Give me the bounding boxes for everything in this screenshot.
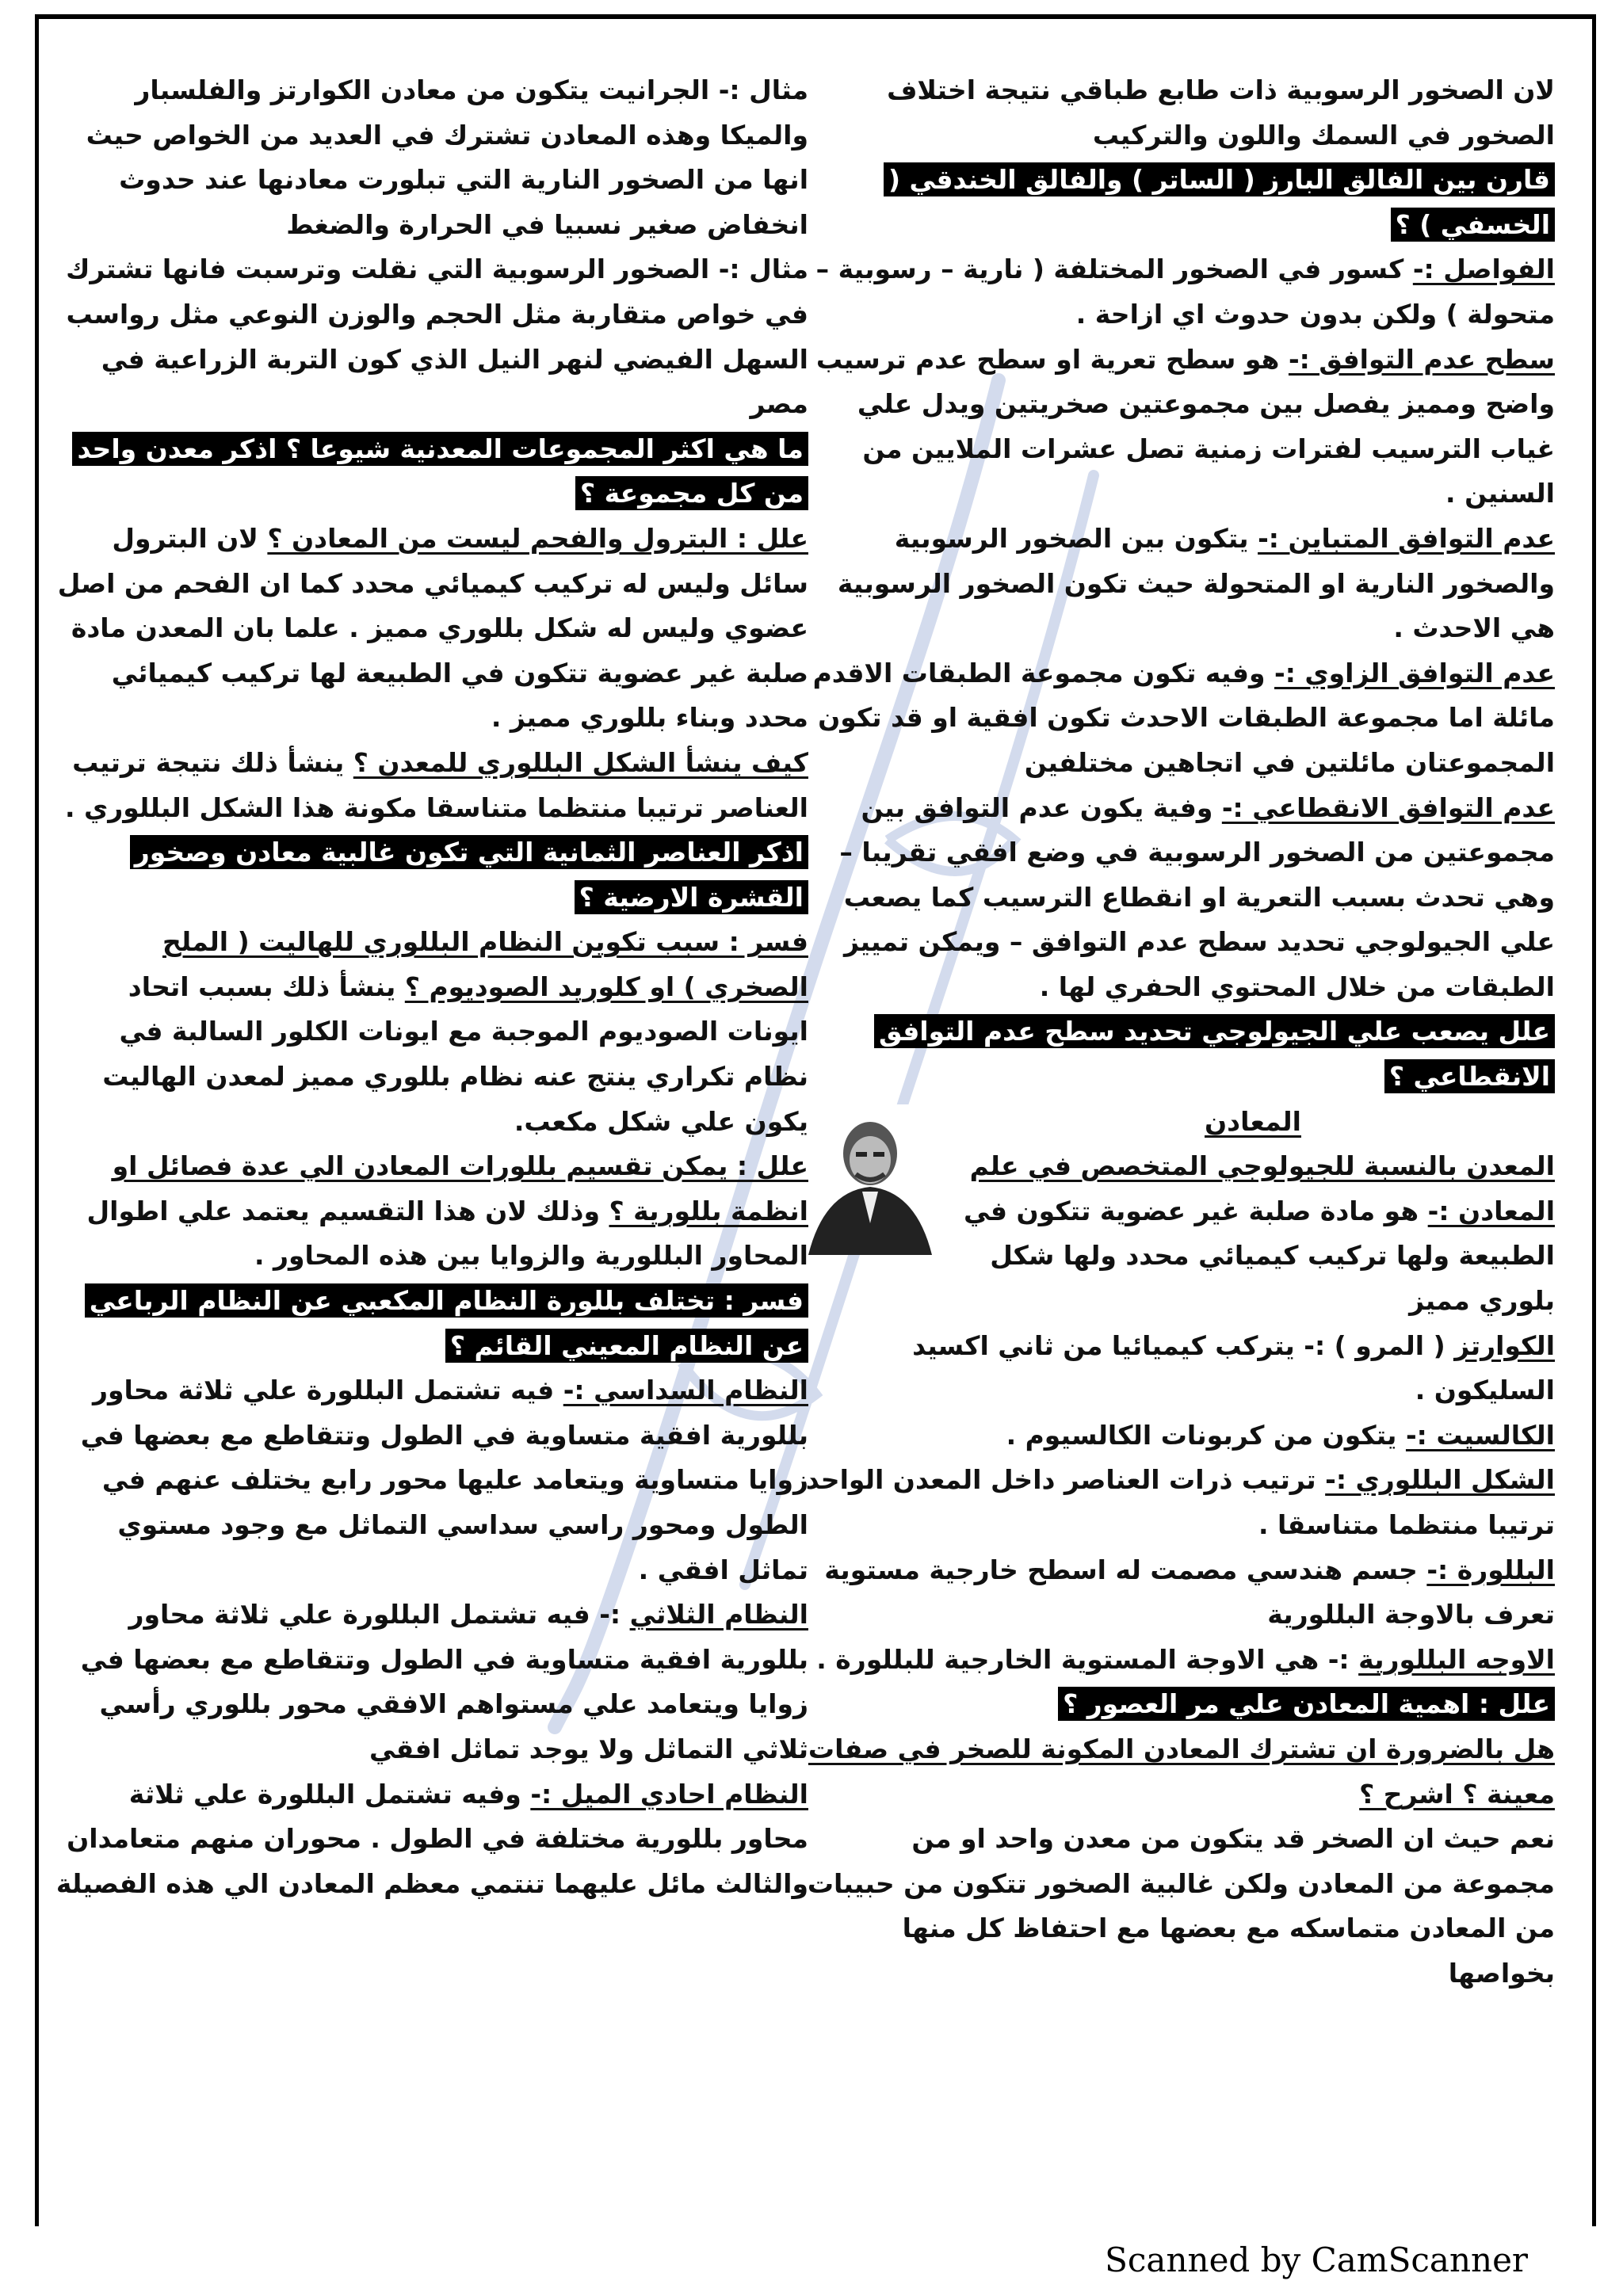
term-label: عدم التوافق المتباين :- bbox=[1258, 522, 1555, 554]
answer-text: ينشأ ذلك نتيجة ترتيب العناصر ترتيبا منتظما متناسقا مكونة هذا الشكل البللوري . bbox=[64, 746, 808, 823]
right-column bbox=[800, 68, 1555, 1997]
term-label: النظام احادي الميل :- bbox=[530, 1778, 808, 1810]
question-label: كيف ينشأ الشكل البللوري للمعدن ؟ bbox=[353, 746, 808, 778]
answer-text: وذلك لان هذا التقسيم يعتمد علي اطوال المحاور البللورية والزوايا بين هذه المحاور . bbox=[86, 1195, 808, 1272]
definition-text: :- فيه تشتمل البللورة علي ثلاثة محاور بللورية افقية متساوية في الطول وتتقاطع مع بعضها في زوايا ويتعامد علي مستواهم الافقي محور بللوري رأسي ثلاثي التماثل ولا يوجد تماثل افقي bbox=[80, 1599, 808, 1764]
term-label: الفواصل :- bbox=[1412, 254, 1555, 285]
term-label: سطح عدم التوافق :- bbox=[1288, 343, 1555, 375]
question-minerals-importance: علل : اهمية المعادن علي مر العصور ؟ bbox=[1058, 1687, 1555, 1721]
definition-text: جسم هندسي مصمت له اسطح خارجية مستوية تعرف بالاوجة البللورية bbox=[824, 1554, 1555, 1630]
granite-example: مثال :- الجرانيت يتكون من معادن الكوارتز والفلسبار والميكا وهذه المعادن تشترك في العديد من الخواص حيث انها من الصخور النارية التي تبلورت معادنها عند حدوث انخفاض صغير نسبيا في الحرارة والضغط bbox=[86, 74, 808, 240]
term-label: عدم التوافق الانقطاعي :- bbox=[1221, 791, 1555, 823]
petroleum-coal-answer bbox=[54, 517, 808, 741]
left-column bbox=[54, 68, 808, 1906]
crystal-systems-answer bbox=[54, 1144, 808, 1279]
term-label: الاوجه البللورية bbox=[1358, 1643, 1555, 1675]
crystal-definition bbox=[800, 1548, 1555, 1638]
rock-minerals-answer: نعم حيث ان الصخر قد يتكون من معدن واحد او من مجموعة من المعادن ولكن غالبية الصخور تتكون من حبيبات من المعادن متماسكه مع بعضها مع احتفاظ كل منها بخواصها bbox=[807, 1823, 1555, 1989]
calcite-definition bbox=[800, 1413, 1555, 1459]
definition-text: :- هي الاوجة المستوية الخارجية للبللورة . bbox=[816, 1643, 1359, 1675]
hexagonal-system bbox=[54, 1368, 808, 1592]
minerals-heading: المعادن bbox=[1205, 1105, 1301, 1137]
definition-text: يتكون بين الصخور الرسوبية والصخور النارية او المتحولة حيث تكون الصخور الرسوبية هي الاحدث . bbox=[837, 522, 1555, 644]
answer-text: ينشأ ذلك بسبب اتحاد ايونات الصوديوم الموجبة مع ايونات الكلور السالبة في نظام تكراري ينتج عنه نظام بللوري مميز لمعدن الهاليت يكون علي شكل مكعب. bbox=[102, 971, 808, 1137]
quartz-definition bbox=[800, 1324, 1555, 1413]
crystal-form-definition bbox=[800, 1458, 1555, 1547]
term-label: النظام الثلاثي bbox=[629, 1599, 808, 1630]
term-label: الكالسيت :- bbox=[1405, 1419, 1555, 1451]
term-label: عدم التوافق الزاوي :- bbox=[1274, 657, 1555, 688]
definition-text: فيه تشتمل البللورة علي ثلاثة محاور بللورية افقية متساوية في الطول وتتقاطع مع بعضها في زوايا متساوية ويتعامد عليها محور رابع يختلف عنهم في الطول ومحور راسي سداسي التماثل مع وجود مستوي تماثل افقي . bbox=[80, 1375, 808, 1585]
answer-text: لان البترول سائل وليس له تركيب كيميائي محدد كما ان الفحم من اصل عضوي وليس له شكل بللوري مميز . علما بان المعدن مادة صلبة غير عضوية تتكون في الطبيعة لها تركيب كيميائي محدد وبناء بللوري مميز . bbox=[57, 522, 808, 734]
definition-text: ( المرو ) :- يتركب كيميائيا من ثاني اكسيد السليكون . bbox=[912, 1329, 1555, 1406]
definition-text: ترتيب ذرات العناصر داخل المعدن الواحد ترتيبا منتظما متناسقا . bbox=[805, 1464, 1555, 1540]
intro-paragraph: لان الصخور الرسوبية ذات طابع طباقي نتيجة اختلاف الصخور في السمك واللون والتركيب bbox=[887, 74, 1555, 151]
scanner-footer: Scanned by CamScanner bbox=[1105, 2241, 1528, 2279]
term-label: الشكل البللوري :- bbox=[1325, 1464, 1555, 1496]
term-label: الكوارتز bbox=[1454, 1329, 1555, 1361]
author-photo bbox=[800, 1104, 935, 1255]
definition-text: يتكون من كربونات الكالسيوم . bbox=[1006, 1419, 1406, 1451]
disconformity-definition bbox=[800, 786, 1555, 1010]
definition-text: كسور في الصخور المختلفة ( نارية – رسوبية – متحولة ) ولكن بدون حدوث اي ازاحة . bbox=[815, 254, 1555, 330]
term-label: البللورة :- bbox=[1426, 1554, 1555, 1585]
question-cubic-tetragonal: فسر : تختلف بللورة النظام المكعبي عن النظام الرباعي عن النظام المعيني القائم ؟ bbox=[85, 1283, 808, 1363]
unconformity-definition bbox=[800, 338, 1555, 517]
definition-text: وفيه تشتمل البللورة علي ثلاثة محاور بللورية مختلفة في الطول . محوران منهم متعامدان والثالث مائل عليهما تنتمي معظم المعادن الي هذه الفصيلة bbox=[55, 1778, 808, 1899]
halite-answer bbox=[54, 920, 808, 1144]
term-label: المعدن بالنسبة للجيولوجي المتخصص في علم المعادن :- bbox=[969, 1150, 1555, 1226]
monoclinic-system bbox=[54, 1772, 808, 1907]
definition-text: وفيه تكون مجموعة الطبقات الاقدم مائلة اما مجموعة الطبقات الاحدث تكون افقية او قد تكون المجموعتان مائلتين في اتجاهين مختلفين bbox=[812, 657, 1555, 778]
angular-unconformity-definition bbox=[800, 651, 1555, 786]
nonconformity-definition bbox=[800, 517, 1555, 651]
question-label: فسر : سبب تكوين النظام البللوري للهاليت ( الملح الصخري ) او كلوريد الصوديوم ؟ bbox=[162, 926, 808, 1002]
definition-text: هو مادة صلبة غير عضوية تتكون في الطبيعة ولها تركيب كيميائي محدد ولها شكل بلوري مميز bbox=[964, 1195, 1555, 1317]
question-rock-minerals-properties: هل بالضرورة ان تشترك المعادن المكونة للصخر في صفات معينة ؟ اشرح ؟ bbox=[808, 1733, 1555, 1810]
question-mineral-groups: ما هي اكثر المجموعات المعدنية شيوعا ؟ اذكر معدن واحد من كل مجموعة ؟ bbox=[72, 432, 808, 511]
question-disconformity-difficulty: علل يصعب علي الجيولوجي تحديد سطح عدم التوافق الانقطاعي ؟ bbox=[874, 1014, 1555, 1093]
joints-definition bbox=[800, 247, 1555, 337]
crystal-form-origin-answer bbox=[54, 741, 808, 830]
question-label: علل : يمكن تقسيم بللورات المعادن الي عدة فصائل او انظمة بللورية ؟ bbox=[112, 1150, 808, 1226]
sedimentary-example: مثال :- الصخور الرسوبية التي نقلت وترسبت فانها تشترك في خواص متقاربة مثل الحجم والوزن النوعي مثل رواسب السهل الفيضي لنهر النيل الذي كون التربة الزراعية في مصر bbox=[66, 254, 808, 420]
question-faults-comparison: قارن بين الفالق البارز ( الساتر ) والفالق الخندقي ( الخسفي ) ؟ bbox=[884, 162, 1555, 242]
definition-text: هو سطح تعرية او سطح عدم ترسيب واضح ومميز يفصل بين مجموعتين صخريتين ويدل علي غياب الترسيب لفترات زمنية تصل عشرات الملايين من السنين . bbox=[815, 343, 1555, 509]
trigonal-system bbox=[54, 1592, 808, 1772]
question-eight-elements: اذكر العناصر الثمانية التي تكون غالبية معادن وصخور القشرة الارضية ؟ bbox=[130, 835, 808, 914]
definition-text: وفية يكون عدم التوافق بين مجموعتين من الصخور الرسوبية في وضع افقي تقريبا – وهي تحدث بسبب التعرية او انقطاع الترسيب كما يصعب علي الجيولوجي تحديد سطح عدم التوافق – ويمكن تمييز الطبقات من خلال المحتوي الحفري لها . bbox=[839, 791, 1555, 1002]
question-label: علل : البترول والفحم ليست من المعادن ؟ bbox=[267, 522, 808, 554]
crystal-faces-definition bbox=[800, 1638, 1555, 1683]
term-label: النظام السداسي :- bbox=[563, 1375, 808, 1406]
